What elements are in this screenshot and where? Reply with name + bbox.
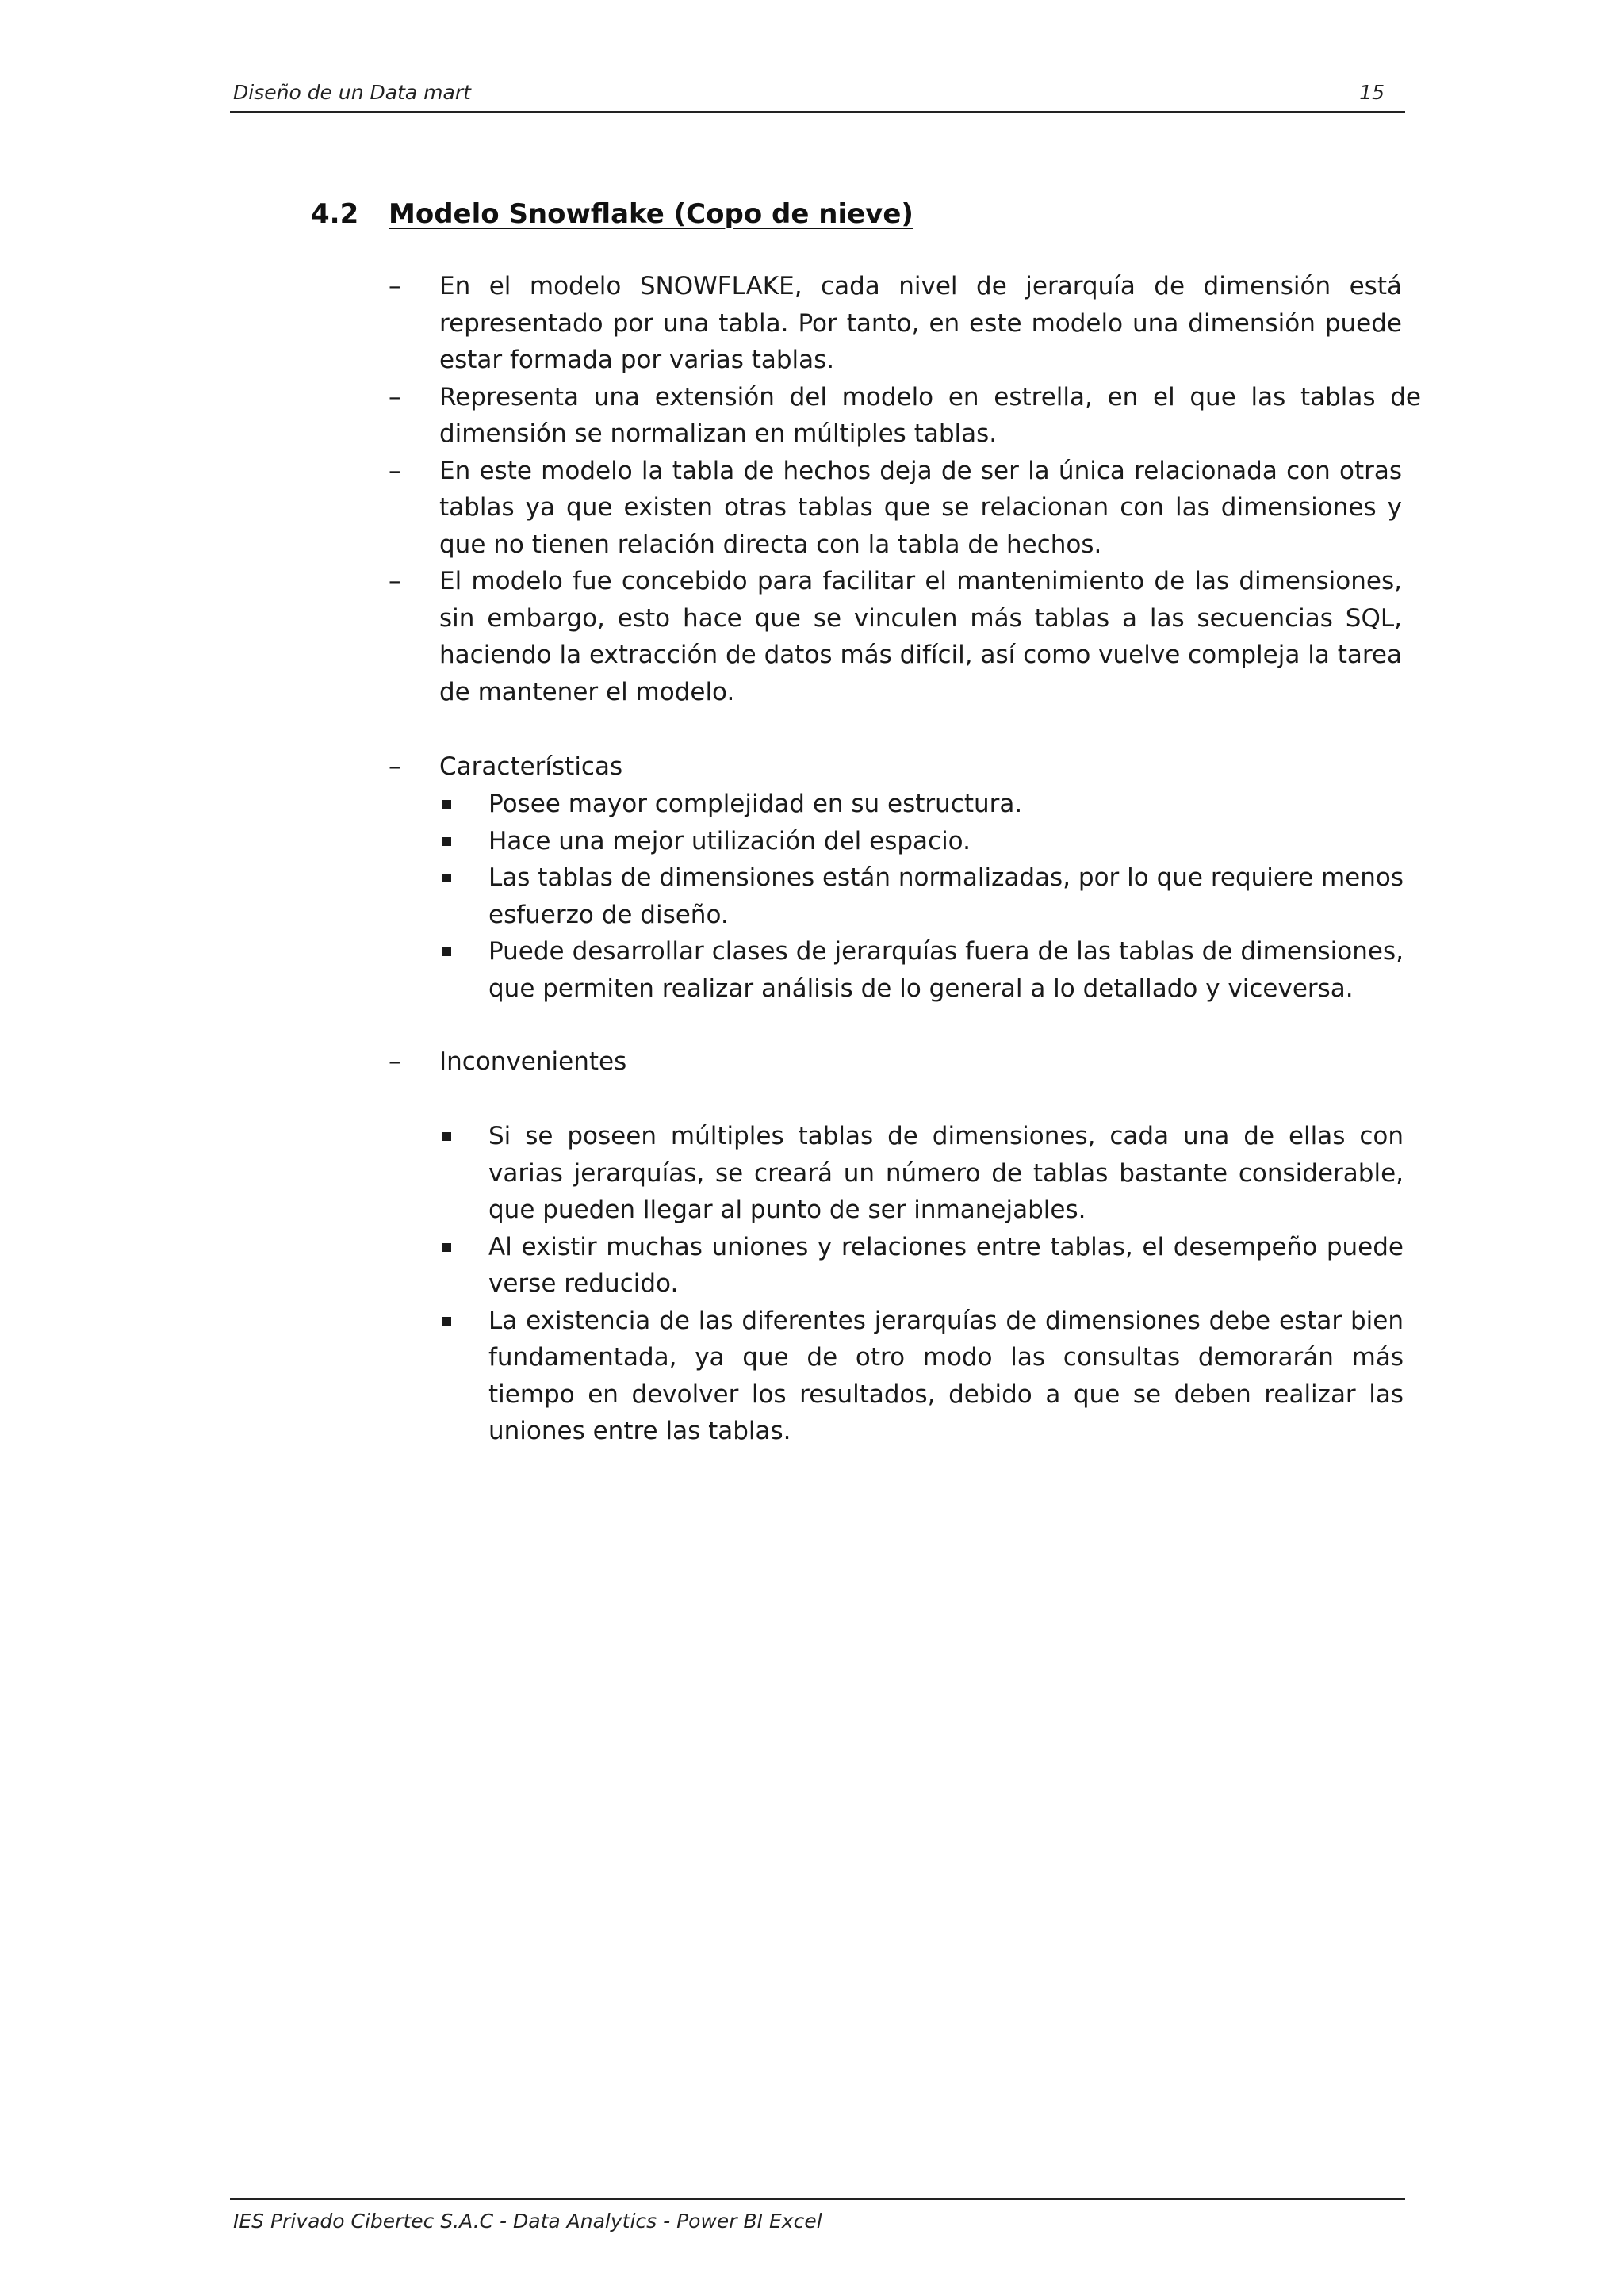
section-heading: Modelo Snowflake (Copo de nieve) [389,198,914,230]
page-number: 15 [1359,81,1385,104]
section-number: 4.2 [311,198,359,230]
caracteristicas-label: – Características [389,748,622,786]
inconvenientes-list [439,1118,1404,1450]
list-item: Hace una mejor utilización del espacio. [439,823,1404,860]
inconvenientes-label: – Inconvenientes [389,1043,626,1081]
caracteristicas-list [439,786,1404,1007]
list-item: – El modelo fue concebido para facilitar el mantenimiento de las dimensiones, sin embargo, esto hace que se vinculen más tablas a las secuencias SQL, haciendo la extracción de datos más difícil, así como vuelve compleja la tarea de mantener el modelo. [389,563,1402,710]
page-header [230,78,1405,113]
list-item: Si se poseen múltiples tablas de dimensiones, cada una de ellas con varias jerarquías, se creará un número de tablas bastante considerable, que pueden llegar al punto de ser inmanejables. [439,1118,1404,1229]
list-item: Puede desarrollar clases de jerarquías fuera de las tablas de dimensiones, que permiten realizar análisis de lo general a lo detallado y viceversa. [439,933,1404,1007]
main-points-list [389,268,1419,710]
list-item: – Representa una extensión del modelo en estrella, en el que las tablas de dimensión se normalizan en múltiples tablas. [389,379,1421,453]
section-title [311,195,914,235]
footer-text: IES Privado Cibertec S.A.C - Data Analytics - Power BI Excel [233,2210,822,2233]
list-item: Las tablas de dimensiones están normalizadas, por lo que requiere menos esfuerzo de diseño. [439,859,1404,933]
list-item: La existencia de las diferentes jerarquías de dimensiones debe estar bien fundamentada, ya que de otro modo las consultas demorarán más tiempo en devolver los resultados, debido a que se deben realizar las uniones entre las tablas. [439,1303,1404,1450]
list-item: – En el modelo SNOWFLAKE, cada nivel de jerarquía de dimensión está representado por una tabla. Por tanto, en este modelo una dimensión puede estar formada por varias tablas. [389,268,1402,379]
list-item: Posee mayor complejidad en su estructura. [439,786,1404,823]
header-title: Diseño de un Data mart [233,81,471,104]
list-item: – En este modelo la tabla de hechos deja de ser la única relacionada con otras tablas ya que existen otras tablas que se relacionan con las dimensiones y que no tienen relación directa con la tabla de hechos. [389,453,1402,564]
page-footer [230,2198,1405,2233]
list-item: Al existir muchas uniones y relaciones entre tablas, el desempeño puede verse reducido. [439,1229,1404,1303]
